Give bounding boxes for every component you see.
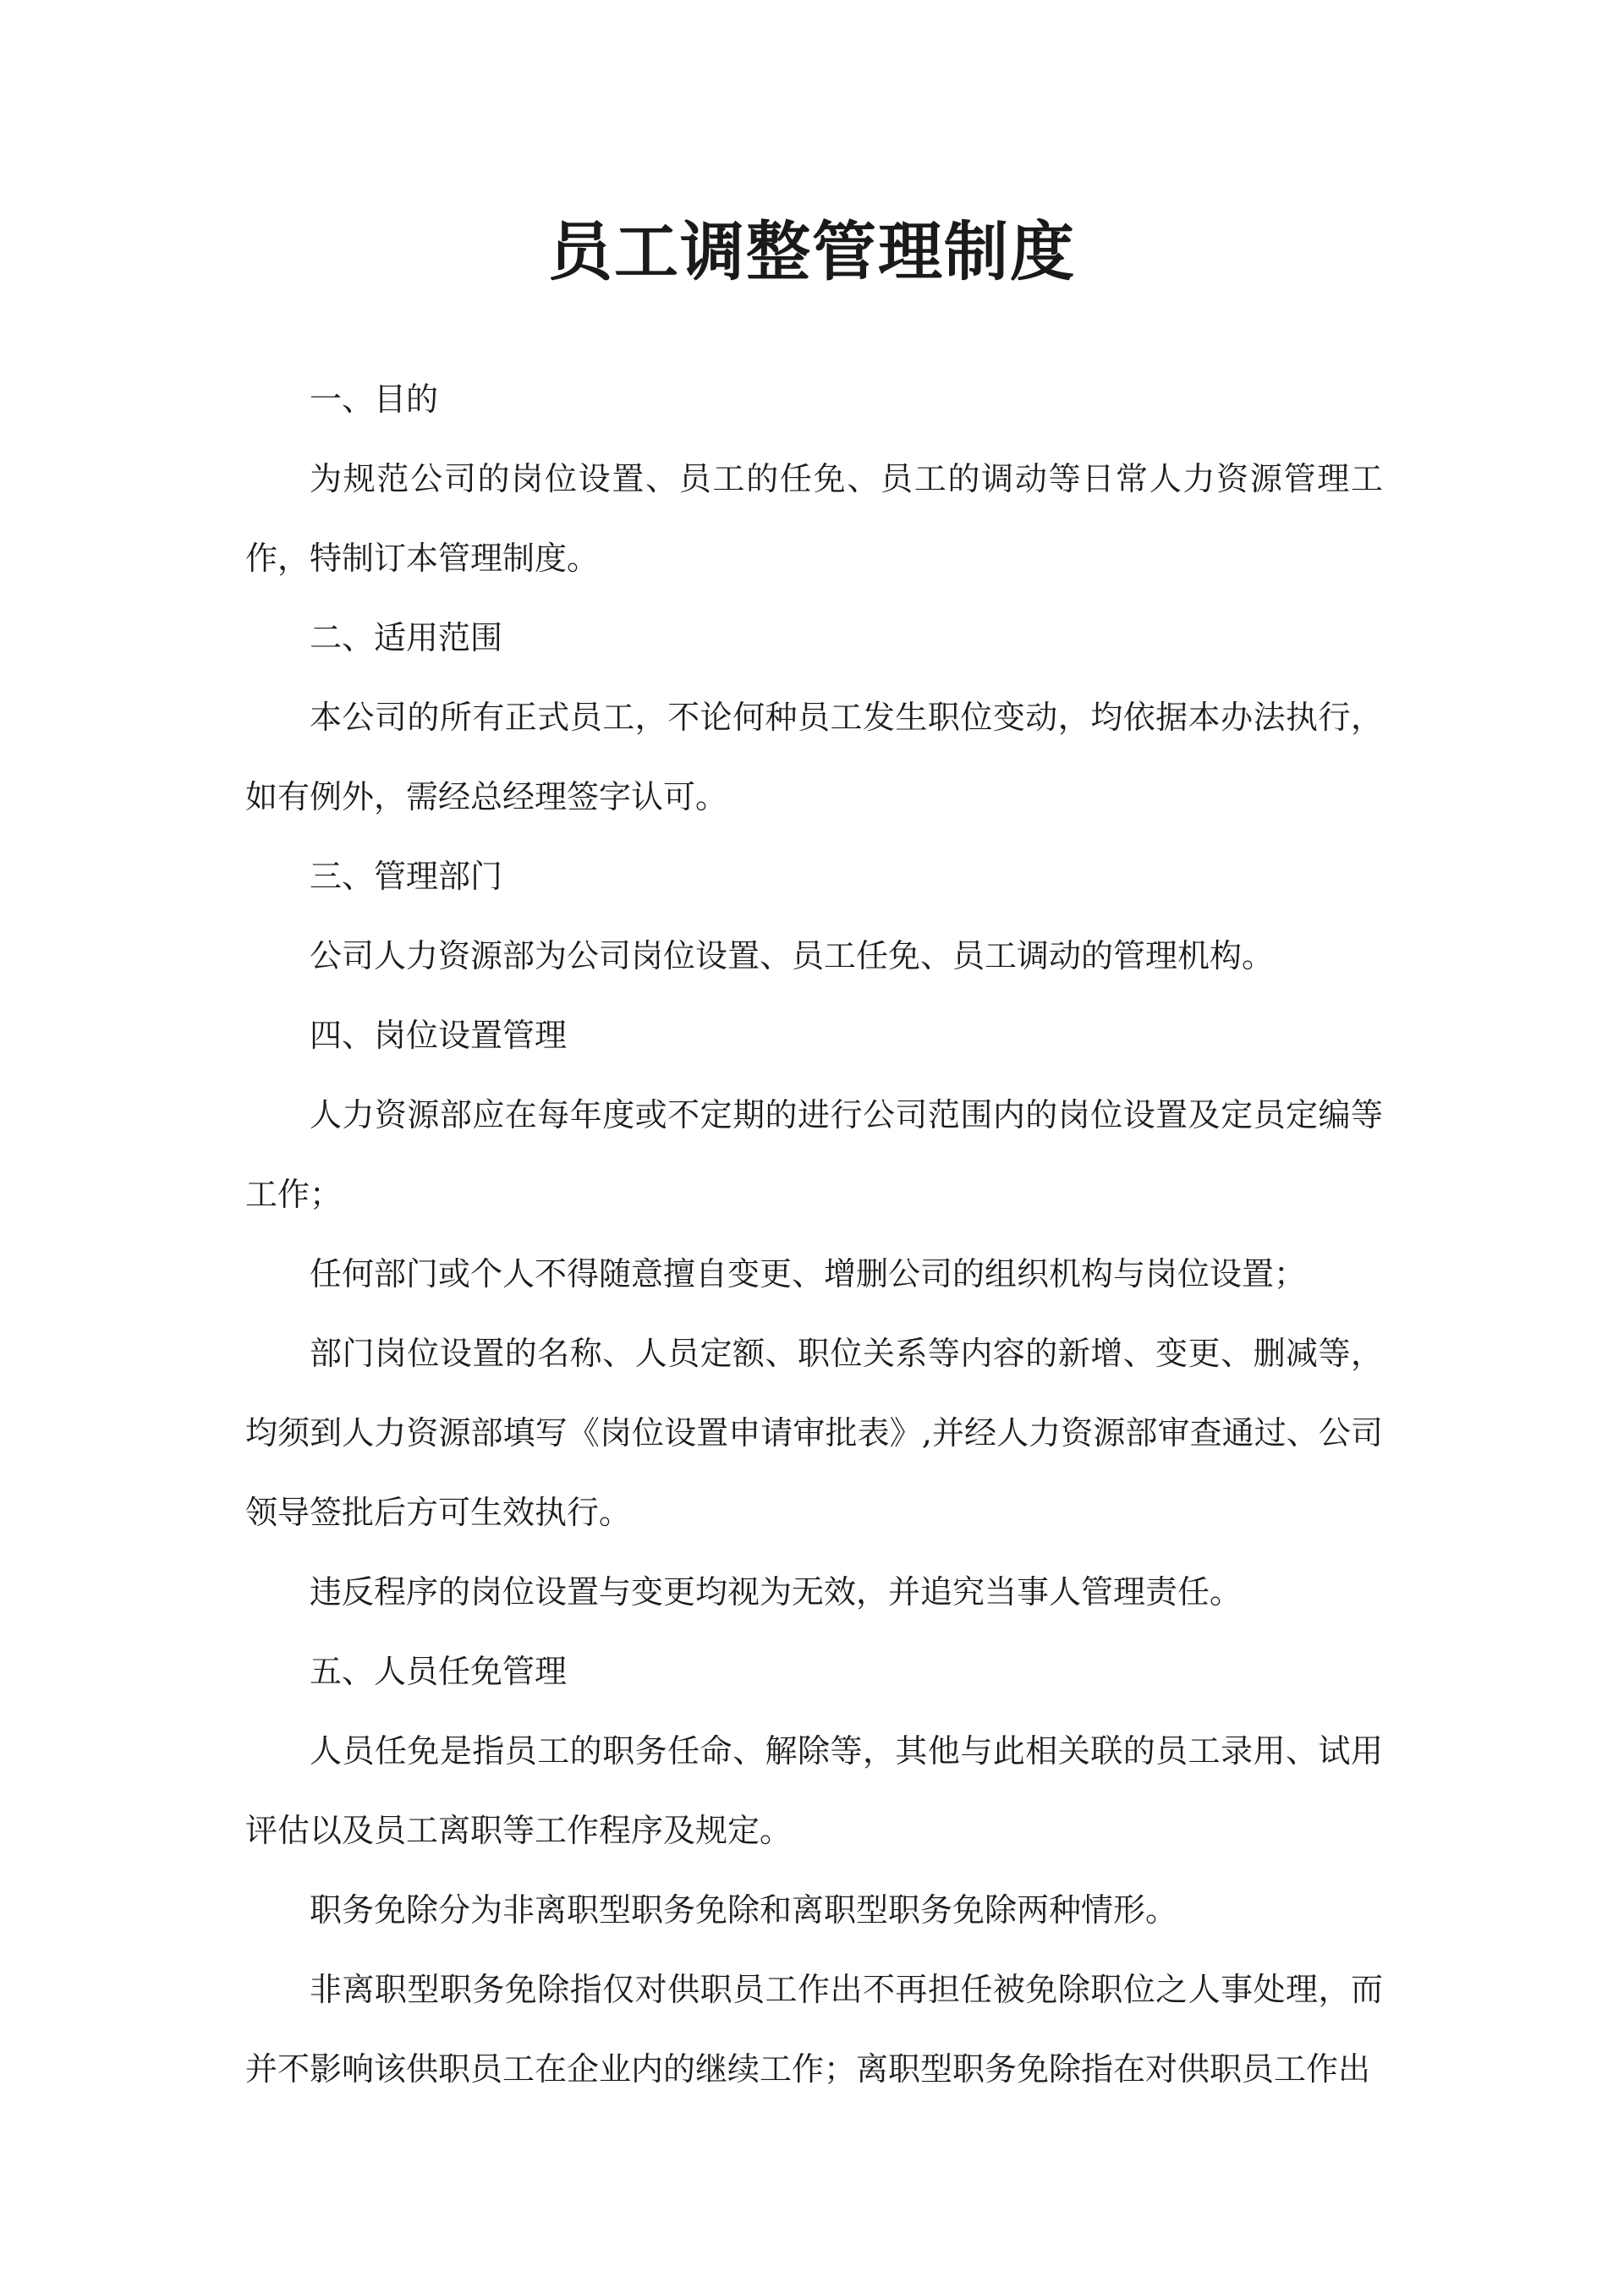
section-heading-appointment: 五、人员任免管理 — [310, 1653, 568, 1690]
paragraph-dismissal-types: 职务免除分为非离职型职务免除和离职型职务免除两种情形。 — [310, 1891, 1178, 1929]
paragraph-position-invalid: 违反程序的岗位设置与变更均视为无效，并追究当事人管理责任。 — [310, 1573, 1243, 1611]
section-heading-department: 三、管理部门 — [310, 858, 503, 895]
paragraph-dismissal-detail: 非离职型职务免除指仅对供职员工作出不再担任被免除职位之人事处理，而并不影响该供职员工在企业内的继续工作；离职型职务免除指在对供职员工作出 — [245, 1971, 1383, 2088]
document-title: 员工调整管理制度 — [548, 214, 1076, 289]
paragraph-department: 公司人力资源部为公司岗位设置、员工任免、员工调动的管理机构。 — [310, 937, 1275, 974]
section-heading-position-setting: 四、岗位设置管理 — [310, 1017, 568, 1054]
paragraph-scope: 本公司的所有正式员工，不论何种员工发生职位变动，均依据本办法执行，如有例外，需经总经理签字认可。 — [245, 699, 1383, 815]
paragraph-position-approval: 部门岗位设置的名称、人员定额、职位关系等内容的新增、变更、删减等，均须到人力资源部填写《岗位设置申请审批表》,并经人力资源部审查通过、公司领导签批后方可生效执行。 — [245, 1335, 1383, 1531]
section-heading-purpose: 一、目的 — [310, 381, 439, 418]
paragraph-appointment-definition: 人员任免是指员工的职务任命、解除等，其他与此相关联的员工录用、试用评估以及员工离职等工作程序及规定。 — [245, 1732, 1383, 1849]
section-heading-scope: 二、适用范围 — [310, 619, 503, 656]
paragraph-position-no-change: 任何部门或个人不得随意擅自变更、增删公司的组织机构与岗位设置； — [310, 1255, 1307, 1292]
paragraph-position-annual: 人力资源部应在每年度或不定期的进行公司范围内的岗位设置及定员定编等工作； — [245, 1096, 1383, 1213]
paragraph-purpose: 为规范公司的岗位设置、员工的任免、员工的调动等日常人力资源管理工作，特制订本管理制度。 — [245, 460, 1383, 577]
document-body — [245, 359, 1383, 2109]
